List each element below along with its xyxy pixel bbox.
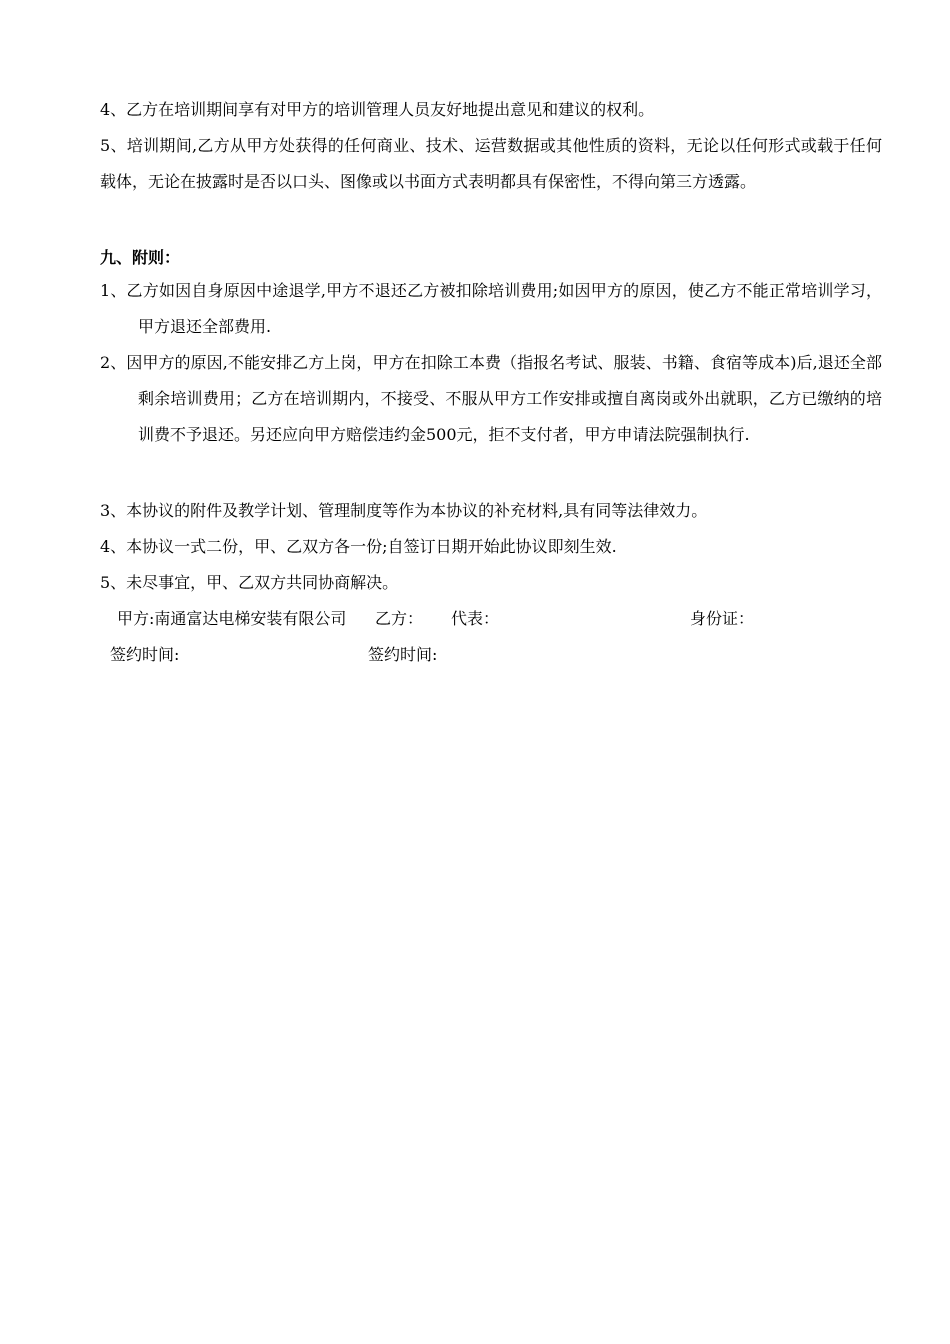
appendix-item-4: 4、本协议一式二份，甲、乙双方各一份;自签订日期开始此协议即刻生效. (100, 537, 617, 556)
appendix-item-2: 2、因甲方的原因,不能安排乙方上岗，甲方在扣除工本费（指报名考试、服装、书籍、食宿等成本)后,退还全部剩余培训费用；乙方在培训期内，不接受、不服从甲方工作安排或擅自离岗或外出就职，乙方已缴纳的培训费不予退还。另还应向甲方赔偿违约金500元，拒不支付者，甲方申请法院强制执行. (100, 353, 882, 444)
appendix-item-1: 1、乙方如因自身原因中途退学,甲方不退还乙方被扣除培训费用;如因甲方的原因，使乙方不能正常培训学习，甲方退还全部费用. (100, 281, 882, 336)
party-a-label: 甲方:南通富达电梯安装有限公司 (117, 609, 347, 628)
section-heading: 九、附则： (100, 248, 181, 267)
id-card-label: 身份证： (690, 609, 755, 628)
clause-4: 4、乙方在培训期间享有对甲方的培训管理人员友好地提出意见和建议的权利。 (100, 100, 655, 119)
sign-time-b-label: 签约时间: (368, 645, 438, 664)
clause-5: 5、培训期间,乙方从甲方处获得的任何商业、技术、运营数据或其他性质的资料，无论以任何形式或载于任何载体，无论在披露时是否以口头、图像或以书面方式表明都具有保密性，不得向第三方透露。 (100, 136, 882, 191)
representative-label: 代表： (451, 609, 500, 628)
sign-time-a-label: 签约时间: (110, 645, 180, 664)
appendix-item-5: 5、未尽事宜，甲、乙双方共同协商解决。 (100, 573, 399, 592)
party-b-label: 乙方： (375, 609, 424, 628)
appendix-item-3: 3、本协议的附件及教学计划、管理制度等作为本协议的补充材料,具有同等法律效力。 (100, 501, 708, 520)
